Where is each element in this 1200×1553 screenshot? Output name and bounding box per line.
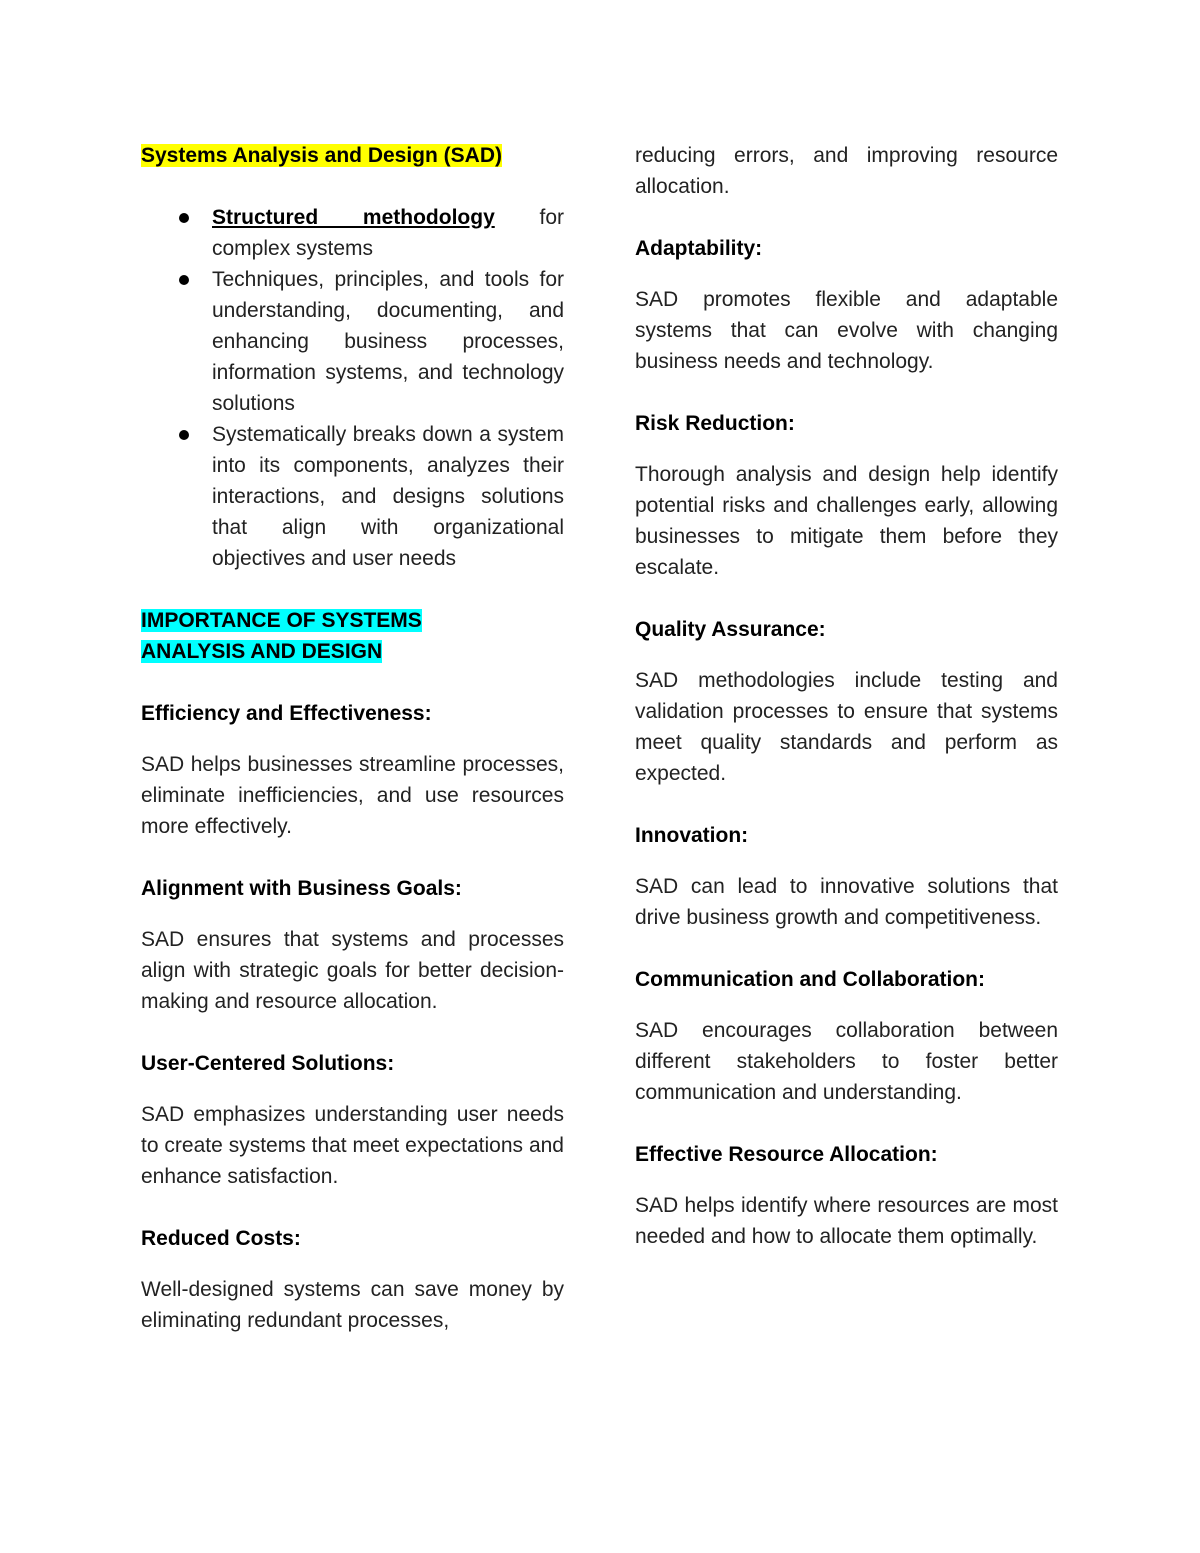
section-body: SAD helps identify where resources are most needed and how to allocate them optimally. xyxy=(635,1194,1058,1248)
bullet-icon xyxy=(179,430,189,440)
structured-methodology-text: Structured methodology xyxy=(212,206,495,229)
section-heading: Quality Assurance: xyxy=(635,618,826,641)
section-body: SAD can lead to innovative solutions that drive business growth and competitiveness. xyxy=(635,875,1058,929)
list-item-text: for complex systems xyxy=(212,206,564,260)
bullet-icon xyxy=(179,275,189,285)
continuation-text: reducing errors, and improving resource allocation. xyxy=(635,144,1058,198)
section-heading: Reduced Costs: xyxy=(141,1227,301,1250)
section-heading: Risk Reduction: xyxy=(635,412,795,435)
list-item xyxy=(141,419,564,574)
list-item xyxy=(141,264,564,419)
section-body: Well-designed systems can save money by eliminating redundant processes, xyxy=(141,1278,564,1332)
section-heading: Effective Resource Allocation: xyxy=(635,1143,938,1166)
section-body: SAD promotes flexible and adaptable systems that can evolve with changing business needs and technology. xyxy=(635,288,1058,373)
list-item-text: Techniques, principles, and tools for understanding, documenting, and enhancing business processes, information systems, and technology solutions xyxy=(212,268,564,415)
bullet-icon xyxy=(179,213,189,223)
section-heading: Efficiency and Effectiveness: xyxy=(141,702,432,725)
section-body: SAD helps businesses streamline processes, eliminate inefficiencies, and use resources more effectively. xyxy=(141,753,564,838)
list-item xyxy=(141,202,564,264)
left-column xyxy=(141,140,564,1336)
importance-heading-line2: ANALYSIS AND DESIGN xyxy=(141,640,383,663)
right-column xyxy=(635,140,1058,1252)
definition-list xyxy=(141,202,564,574)
importance-heading xyxy=(141,605,564,667)
section-body: SAD encourages collaboration between different stakeholders to foster better communication and understanding. xyxy=(635,1019,1058,1104)
document-title-text: Systems Analysis and Design (SAD) xyxy=(141,144,502,167)
section-heading: Innovation: xyxy=(635,824,749,847)
section-heading: Adaptability: xyxy=(635,237,763,260)
section-heading: Alignment with Business Goals: xyxy=(141,877,462,900)
document-title xyxy=(141,140,564,171)
section-heading: User-Centered Solutions: xyxy=(141,1052,395,1075)
section-body: SAD emphasizes understanding user needs to create systems that meet expectations and enhance satisfaction. xyxy=(141,1103,564,1188)
list-item-text: Systematically breaks down a system into its components, analyzes their interactions, and designs solutions that align with organizational objectives and user needs xyxy=(212,423,564,570)
importance-heading-line1: IMPORTANCE OF SYSTEMS xyxy=(141,609,422,632)
section-heading: Communication and Collaboration: xyxy=(635,968,985,991)
section-body: SAD methodologies include testing and validation processes to ensure that systems meet quality standards and perform as expected. xyxy=(635,669,1058,785)
section-body: Thorough analysis and design help identify potential risks and challenges early, allowing businesses to mitigate them before they escalate. xyxy=(635,463,1058,579)
section-body: SAD ensures that systems and processes align with strategic goals for better decision-making and resource allocation. xyxy=(141,928,564,1013)
